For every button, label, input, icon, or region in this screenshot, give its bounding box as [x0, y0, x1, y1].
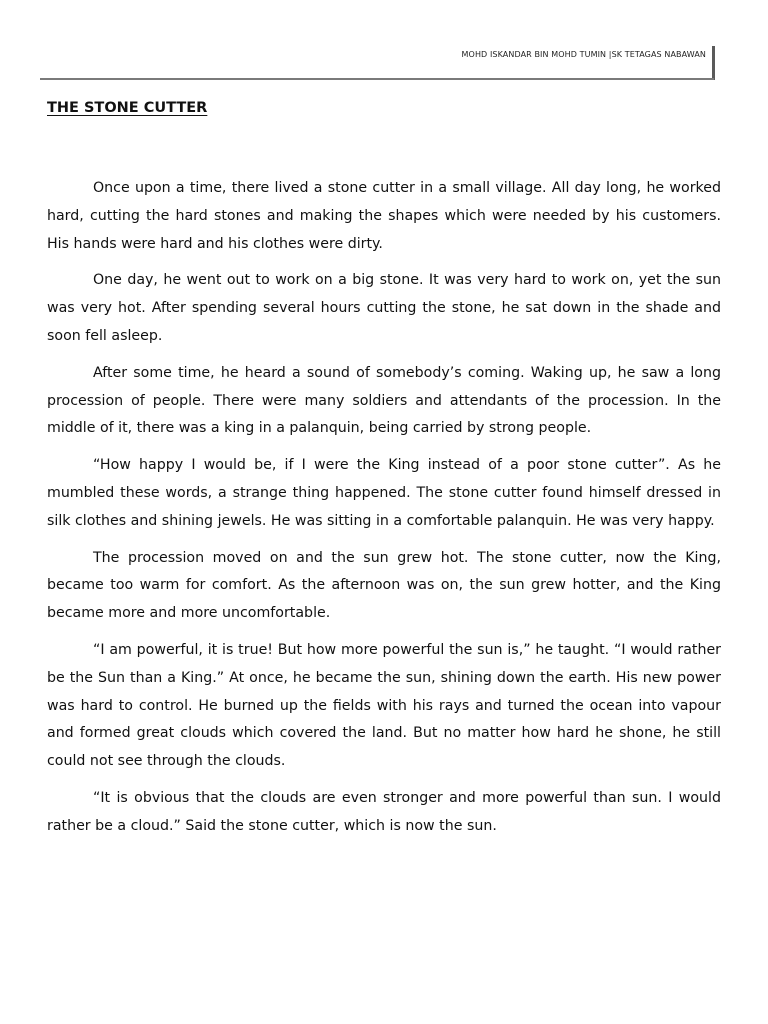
paragraph-2: One day, he went out to work on a big stone. It was very hard to work on, yet the sun was very hot. After spending several hours cutting the stone, he sat down in the shade and soon fell asleep. [47, 272, 721, 344]
header-author-line: MOHD ISKANDAR BIN MOHD TUMIN |SK TETAGAS NABAWAN [461, 50, 706, 59]
document-title: THE STONE CUTTER [47, 100, 208, 116]
header-rule [40, 78, 714, 80]
paragraph-1: Once upon a time, there lived a stone cutter in a small village. All day long, he worked hard, cutting the hard stones and making the shapes which were needed by his customers. His hands were hard and his clothes were dirty. [47, 180, 721, 252]
paragraph-6: “I am powerful, it is true! But how more powerful the sun is,” he taught. “I would rather be the Sun than a King.” At once, he became the sun, shining down the earth. His new power was hard to control. He burned up the fields with his rays and turned the ocean into vapour and formed great clouds which covered the land. But no matter how hard he shone, he still could not see through the clouds. [47, 641, 721, 770]
paragraph-3: After some time, he heard a sound of somebody’s coming. Waking up, he saw a long procession of people. There were many soldiers and attendants of the procession. In the middle of it, there was a king in a palanquin, being carried by strong people. [47, 364, 721, 437]
header-vertical-rule [712, 46, 715, 80]
paragraph-4: “How happy I would be, if I were the King instead of a poor stone cutter”. As he mumbled these words, a strange thing happened. The stone cutter found himself dressed in silk clothes and shining jewels. He was sitting in a comfortable palanquin. He was very happy. [47, 457, 721, 529]
paragraph-7: “It is obvious that the clouds are even stronger and more powerful than sun. I would rather be a cloud.” Said the stone cutter, which is now the sun. [47, 789, 721, 834]
document-body [47, 175, 721, 850]
paragraph-5: The procession moved on and the sun grew hot. The stone cutter, now the King, became too warm for comfort. As the afternoon was on, the sun grew hotter, and the King became more and more uncomfortable. [47, 549, 721, 622]
